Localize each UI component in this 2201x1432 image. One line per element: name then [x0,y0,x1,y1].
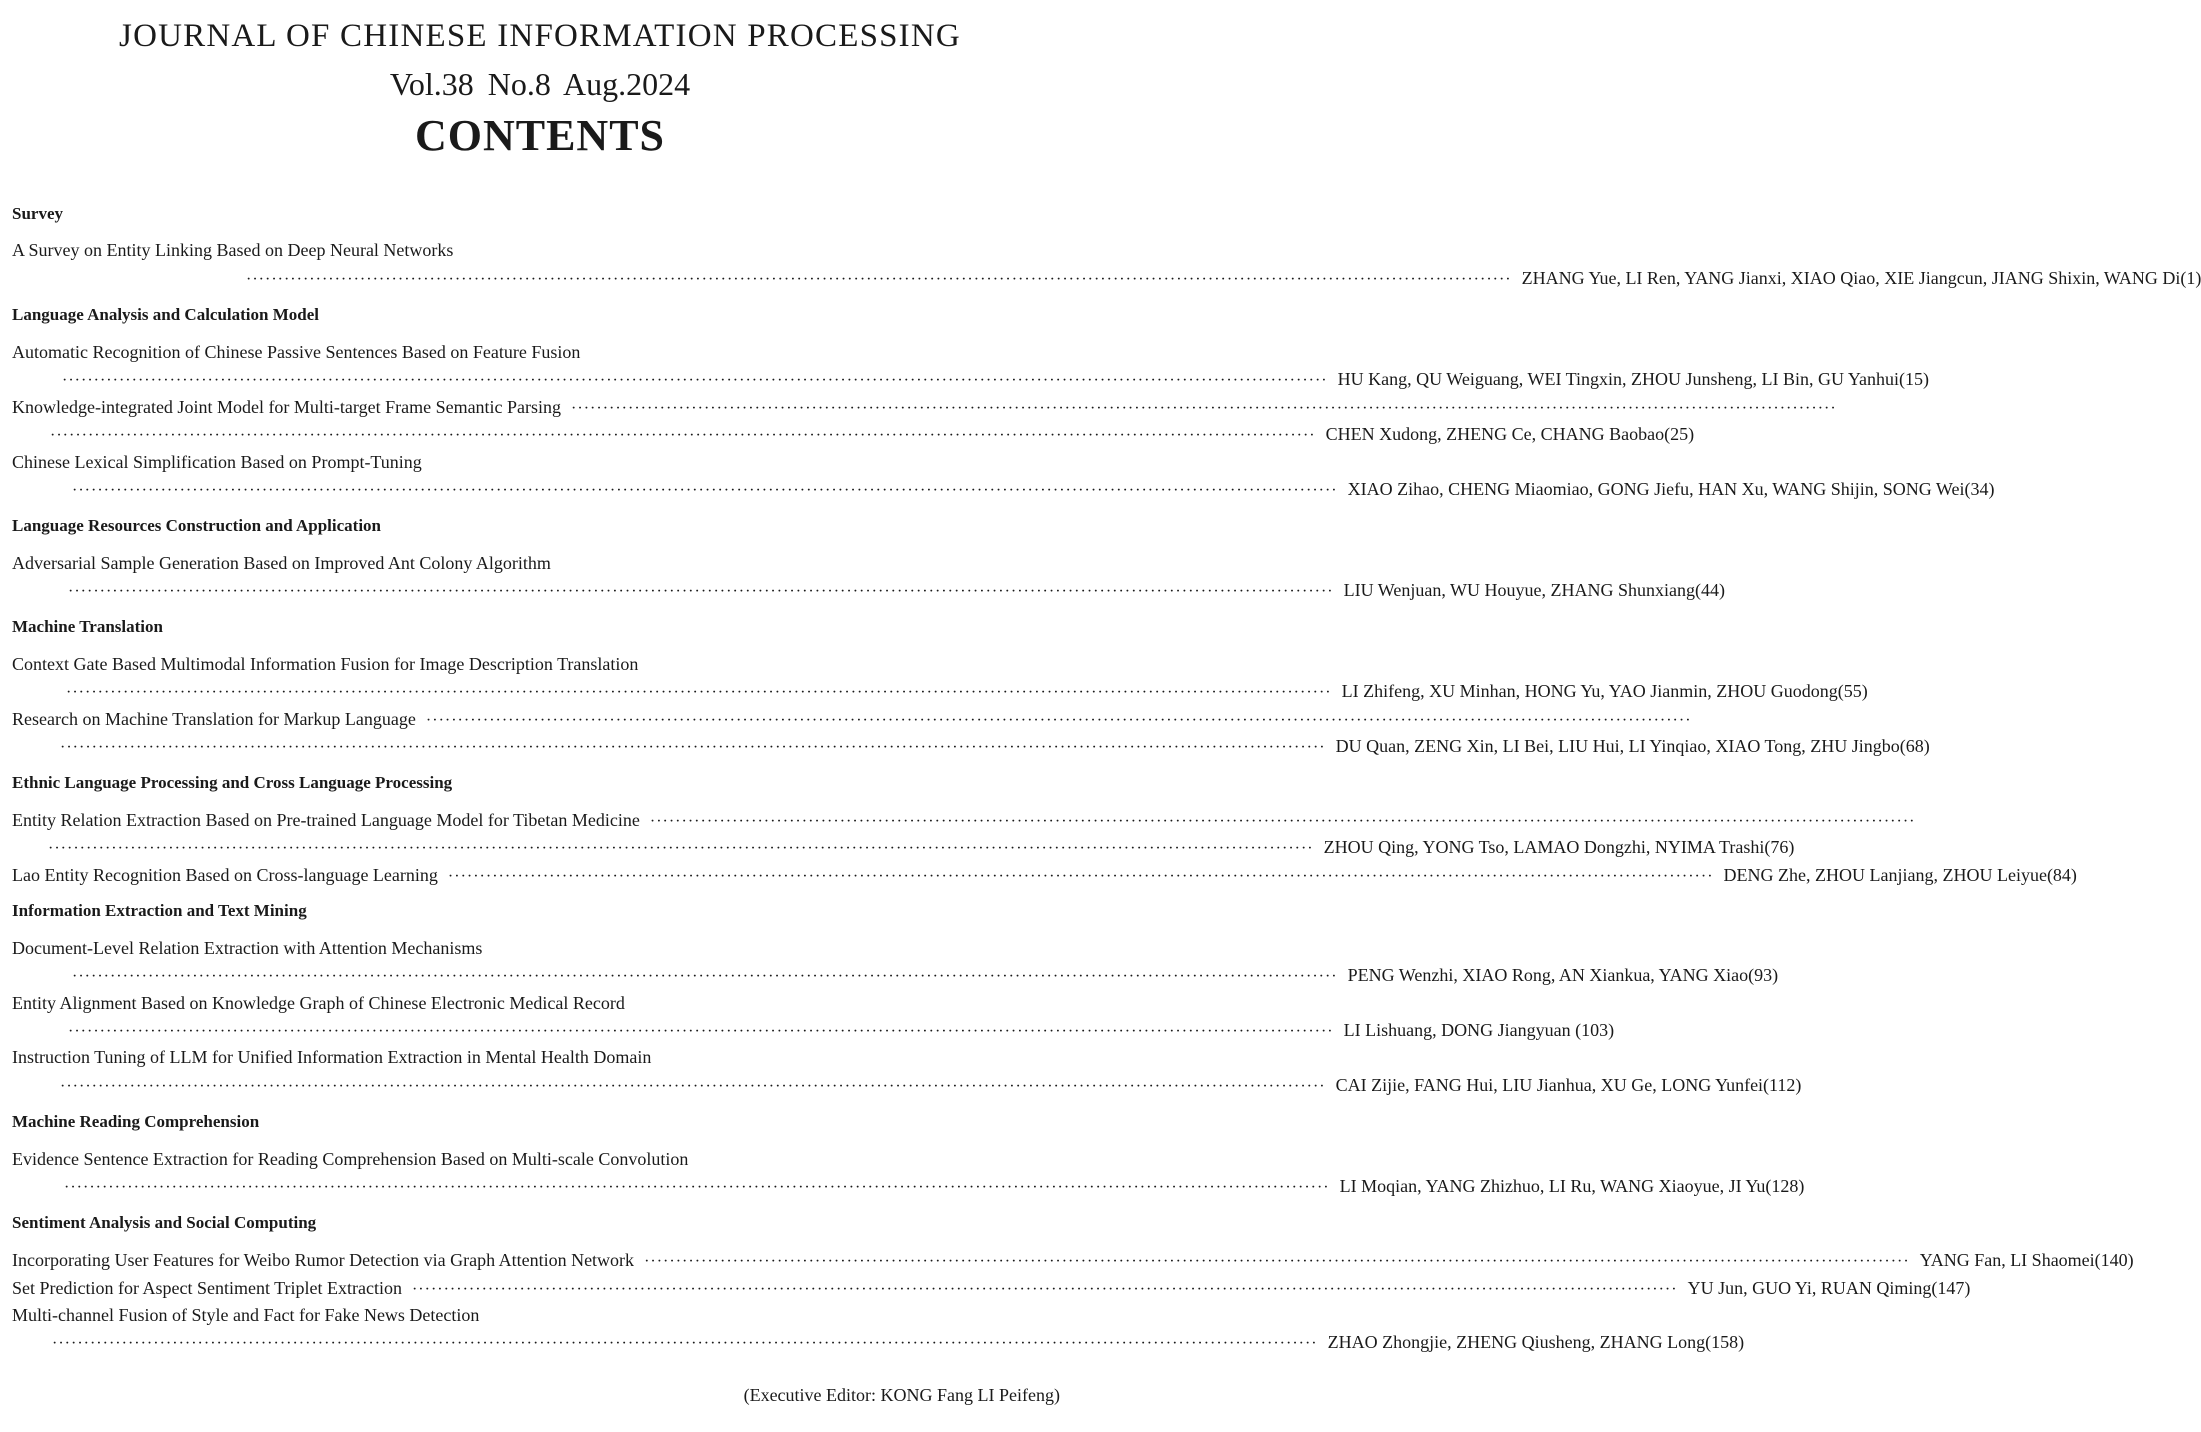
article-title: Chinese Lexical Simplification Based on Prompt-Tuning [12,452,422,472]
leader-dots: ········································································································································································································ [246,271,1512,288]
leader-dots: ········································································································································································································ [68,583,1334,600]
leader-dots: ········································································································································································································ [52,1335,1318,1352]
section-heading: Ethnic Language Processing and Cross Language Processing [12,773,453,792]
contents-heading: CONTENTS [414,111,666,160]
leader-dots: ········································································································································································································ [649,813,1916,830]
toc-entry-title-line [12,938,1060,962]
article-authors: CHEN Xudong, ZHENG Ce, CHANG Baobao(25) [1325,424,1695,444]
leader-dots: ········································································································································································································ [411,1281,1678,1298]
article-authors: YANG Fan, LI Shaomei(140) [1919,1250,2134,1270]
leader-dots: ········································································································································································································ [571,400,1837,417]
article-title: Entity Relation Extraction Based on Pre-trained Language Model for Tibetan Medicine [12,810,640,830]
leader-dots: ········································································································································································································ [66,684,1332,701]
toc-entry-author-line [12,580,1725,604]
article-title: Adversarial Sample Generation Based on Improved Ant Colony Algorithm [12,553,551,573]
toc-entry-title-line [12,342,1060,366]
leader-dots: ········································································································································································································ [64,1179,1330,1196]
article-authors: LI Lishuang, DONG Jiangyuan (103) [1343,1020,1615,1040]
toc-entry-author-line [12,268,2201,292]
article-authors: LI Zhifeng, XU Minhan, HONG Yu, YAO Jianmin, ZHOU Guodong(55) [1341,681,1868,701]
toc-entry [12,865,2077,889]
toc-entry-author-line [12,424,1695,448]
article-title: Evidence Sentence Extraction for Reading Comprehension Based on Multi-scale Convolution [12,1149,689,1169]
toc-entry-author-line [12,837,1795,861]
leader-dots: ········································································································································································································ [50,427,1316,444]
article-authors: ZHAO Zhongjie, ZHENG Qiusheng, ZHANG Long(158) [1327,1332,1745,1352]
article-title: Research on Machine Translation for Markup Language [12,709,416,729]
article-title: Entity Alignment Based on Knowledge Graph of Chinese Electronic Medical Record [12,993,625,1013]
issue-line: Vol.38 No.8 Aug.2024 [389,66,691,102]
article-title: Set Prediction for Aspect Sentiment Triplet Extraction [12,1278,402,1298]
article-authors: HU Kang, QU Weiguang, WEI Tingxin, ZHOU Junsheng, LI Bin, GU Yanhui(15) [1337,369,1929,389]
article-title: A Survey on Entity Linking Based on Deep Neural Networks [12,240,454,260]
toc-entry-title-line [12,654,1060,678]
article-title: Document-Level Relation Extraction with Attention Mechanisms [12,938,483,958]
article-authors: ZHANG Yue, LI Ren, YANG Jianxi, XIAO Qiao, XIE Jiangcun, JIANG Shixin, WANG Di(1) [1521,268,2201,288]
toc-entry-author-line [12,1020,1615,1044]
toc-entry [12,1250,2134,1274]
leader-dots: ········································································································································································································ [60,739,1326,756]
article-title: Automatic Recognition of Chinese Passive Sentences Based on Feature Fusion [12,342,581,362]
toc-entry-title-line [12,240,1060,264]
toc-entry-title-line [12,709,1692,733]
toc-entry-title-line [12,1047,1060,1071]
leader-dots: ········································································································································································································ [62,372,1328,389]
article-authors: LIU Wenjuan, WU Houyue, ZHANG Shunxiang(44) [1343,580,1725,600]
section-heading: Machine Translation [12,617,163,636]
toc-entry-author-line [12,681,1868,705]
toc-entry-title-line [12,1305,1060,1329]
toc-entry-author-line [12,1176,1805,1200]
article-title: Lao Entity Recognition Based on Cross-language Learning [12,865,438,885]
leader-dots: ········································································································································································································ [60,1078,1326,1095]
toc-entry-author-line [12,369,1929,393]
leader-dots: ········································································································································································································ [447,868,1714,885]
article-authors: CAI Zijie, FANG Hui, LIU Jianhua, XU Ge, LONG Yunfei(112) [1335,1075,1802,1095]
executive-editor-note: (Executive Editor: KONG Fang LI Peifeng) [743,1385,1060,1405]
toc-entry-author-line [12,965,1779,989]
leader-dots: ········································································································································································································ [644,1253,1910,1270]
toc-entry-title-line [12,1149,1060,1173]
article-authors: XIAO Zihao, CHENG Miaomiao, GONG Jiefu, HAN Xu, WANG Shijin, SONG Wei(34) [1347,479,1995,499]
section-heading: Information Extraction and Text Mining [12,901,307,920]
toc-entry-title-line [12,993,1060,1017]
article-title: Instruction Tuning of LLM for Unified Information Extraction in Mental Health Domain [12,1047,652,1067]
article-authors: YU Jun, GUO Yi, RUAN Qiming(147) [1687,1278,1971,1298]
article-authors: ZHOU Qing, YONG Tso, LAMAO Dongzhi, NYIMA Trashi(76) [1323,837,1795,857]
toc-entry-title-line [12,810,1916,834]
leader-dots: ········································································································································································································ [72,968,1338,985]
toc-entry-author-line [12,479,1995,503]
leader-dots: ········································································································································································································ [72,482,1338,499]
section-heading: Machine Reading Comprehension [12,1112,260,1131]
section-heading: Language Analysis and Calculation Model [12,305,320,324]
toc-entry-author-line [12,1075,1802,1099]
section-heading: Survey [12,204,63,223]
article-authors: PENG Wenzhi, XIAO Rong, AN Xiankua, YANG Xiao(93) [1347,965,1779,985]
toc-entry-author-line [12,1332,1745,1356]
leader-dots: ········································································································································································································ [68,1023,1334,1040]
section-heading: Language Resources Construction and Application [12,516,382,535]
toc-entry-title-line [12,553,1060,577]
toc-entry-author-line [12,736,1930,760]
section-heading: Sentiment Analysis and Social Computing [12,1213,317,1232]
article-title: Context Gate Based Multimodal Information Fusion for Image Description Translation [12,654,639,674]
journal-title: JOURNAL OF CHINESE INFORMATION PROCESSING [119,18,961,54]
leader-dots: ········································································································································································································ [425,712,1692,729]
toc-entry-title-line [12,452,1060,476]
article-authors: LI Moqian, YANG Zhizhuo, LI Ru, WANG Xiaoyue, JI Yu(128) [1339,1176,1805,1196]
toc-entry-title-line [12,397,1837,421]
article-title: Multi-channel Fusion of Style and Fact for Fake News Detection [12,1305,480,1325]
toc-entry [12,1278,1971,1302]
article-authors: DU Quan, ZENG Xin, LI Bei, LIU Hui, LI Yinqiao, XIAO Tong, ZHU Jingbo(68) [1335,736,1930,756]
leader-dots: ········································································································································································································ [48,840,1314,857]
article-title: Incorporating User Features for Weibo Rumor Detection via Graph Attention Network [12,1250,635,1270]
article-authors: DENG Zhe, ZHOU Lanjiang, ZHOU Leiyue(84) [1723,865,2077,885]
article-title: Knowledge-integrated Joint Model for Multi-target Frame Semantic Parsing [12,397,562,417]
